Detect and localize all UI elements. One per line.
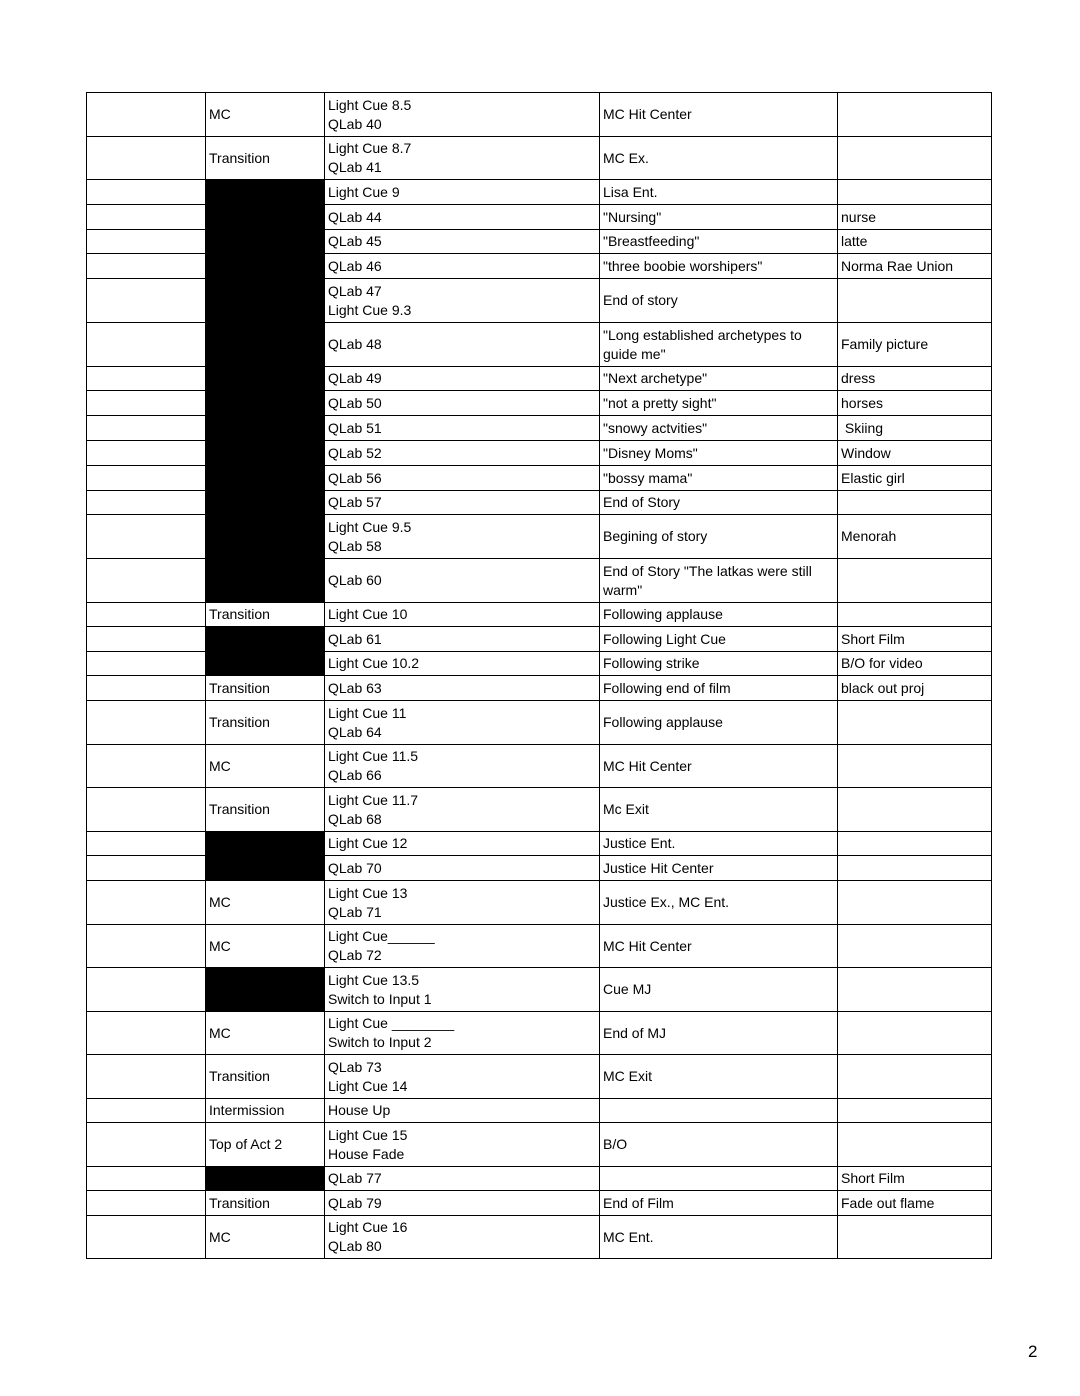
blank-cell [87, 603, 206, 627]
action-line: Following Light Cue [603, 630, 726, 647]
cue-line: Light Cue 9.3 [328, 301, 412, 318]
action-line: End of Film [603, 1194, 674, 1211]
cue-line: Light Cue 8.7 [328, 140, 412, 156]
note-cell: Menorah [838, 515, 992, 559]
blank-cell [87, 559, 206, 603]
cue-cell [325, 1191, 600, 1216]
redacted-cell [206, 466, 325, 491]
page-number: 2 [1028, 1342, 1038, 1361]
action-line: Cue MJ [603, 981, 652, 997]
note-cell [838, 491, 992, 515]
cue-line: QLab 44 [328, 208, 382, 225]
cue-line: QLab 48 [328, 336, 382, 352]
action-cell [600, 559, 838, 603]
action-cell [600, 391, 838, 416]
cue-cell [325, 881, 600, 925]
action-cell [600, 441, 838, 466]
redacted-cell [206, 491, 325, 515]
action-line: "three boobie worshipers" [603, 257, 763, 274]
role-cell: MC [206, 925, 325, 968]
blank-cell [87, 416, 206, 441]
action-line: MC Hit Center [603, 106, 692, 122]
action-cell [600, 180, 838, 205]
cue-cell [325, 93, 600, 137]
cue-line: QLab 58 [328, 537, 382, 554]
cue-line: Light Cue 14 [328, 1077, 408, 1094]
blank-cell [87, 788, 206, 832]
action-line: "Next archetype" [603, 370, 708, 386]
cue-line: QLab 41 [328, 159, 382, 175]
cue-line: QLab 51 [328, 419, 382, 436]
note-cell: Norma Rae Union [838, 254, 992, 279]
blank-cell [87, 137, 206, 180]
cue-line: QLab 50 [328, 394, 382, 411]
action-line: "not a pretty sight" [603, 394, 717, 411]
redacted-cell [206, 1167, 325, 1191]
action-cell [600, 745, 838, 788]
table-row [87, 788, 992, 832]
cue-cell [325, 856, 600, 881]
action-line: End of Story "The latkas were still [603, 562, 812, 579]
cue-cell [325, 788, 600, 832]
blank-cell [87, 323, 206, 367]
blank-cell [87, 1012, 206, 1055]
action-line: "Long established archetypes to [603, 326, 802, 343]
cue-cell [325, 180, 600, 205]
redacted-cell [206, 559, 325, 603]
note-cell [838, 603, 992, 627]
table-row [87, 254, 992, 279]
blank-cell [87, 491, 206, 515]
note-cell: B/O for video [838, 652, 992, 676]
note-cell [838, 559, 992, 603]
action-cell [600, 652, 838, 676]
table-row [87, 1216, 992, 1259]
table-row [87, 441, 992, 466]
action-cell [600, 416, 838, 441]
redacted-cell [206, 515, 325, 559]
cue-line: Light Cue 12 [328, 835, 408, 851]
action-line: warm" [603, 581, 643, 598]
blank-cell [87, 1055, 206, 1099]
table-row [87, 968, 992, 1012]
cue-line: QLab 47 [328, 282, 382, 299]
blank-cell [87, 254, 206, 279]
cue-cell [325, 968, 600, 1012]
action-line: Begining of story [603, 528, 708, 544]
note-cell [838, 93, 992, 137]
action-cell [600, 1099, 838, 1123]
cue-cell [325, 416, 600, 441]
role-cell: Transition [206, 603, 325, 627]
cue-line: QLab 46 [328, 257, 382, 274]
cue-line: QLab 57 [328, 494, 382, 510]
note-cell: dress [838, 367, 992, 391]
redacted-cell [206, 832, 325, 856]
role-cell: MC [206, 745, 325, 788]
redacted-cell [206, 180, 325, 205]
redacted-cell [206, 856, 325, 881]
action-line: "bossy mama" [603, 469, 693, 486]
action-cell [600, 1055, 838, 1099]
cue-line: QLab 73 [328, 1058, 382, 1075]
action-cell [600, 1191, 838, 1216]
role-cell: MC [206, 1012, 325, 1055]
cue-cell [325, 230, 600, 254]
cue-cell [325, 1012, 600, 1055]
cue-cell [325, 925, 600, 968]
action-line: MC Hit Center [603, 937, 692, 954]
note-cell [838, 881, 992, 925]
cue-cell [325, 1123, 600, 1167]
redacted-cell [206, 279, 325, 323]
note-cell [838, 1216, 992, 1259]
table-row [87, 1123, 992, 1167]
cue-cell [325, 491, 600, 515]
blank-cell [87, 968, 206, 1012]
cue-line: Light Cue 11.5 [328, 748, 419, 764]
cue-line: QLab 64 [328, 723, 382, 740]
blank-cell [87, 1167, 206, 1191]
redacted-cell [206, 323, 325, 367]
note-cell [838, 968, 992, 1012]
action-line: "Breastfeeding" [603, 233, 700, 249]
note-cell [838, 832, 992, 856]
redacted-cell [206, 391, 325, 416]
cue-line: QLab 80 [328, 1238, 382, 1254]
action-line: Justice Hit Center [603, 859, 714, 876]
note-cell [838, 180, 992, 205]
blank-cell [87, 441, 206, 466]
cue-line: QLab 40 [328, 115, 382, 132]
cue-line: House Fade [328, 1145, 405, 1162]
note-cell: Short Film [838, 1167, 992, 1191]
cue-cell [325, 323, 600, 367]
table-row [87, 1055, 992, 1099]
table-row [87, 205, 992, 230]
note-cell [838, 1055, 992, 1099]
role-cell: Transition [206, 1191, 325, 1216]
action-cell [600, 1123, 838, 1167]
action-cell [600, 925, 838, 968]
table-row [87, 881, 992, 925]
note-cell: Fade out flame [838, 1191, 992, 1216]
cue-line: QLab 79 [328, 1194, 382, 1211]
table-row [87, 416, 992, 441]
action-cell [600, 701, 838, 745]
action-cell [600, 230, 838, 254]
cue-line: Light Cue 8.5 [328, 96, 412, 113]
blank-cell [87, 925, 206, 968]
role-cell: Top of Act 2 [206, 1123, 325, 1167]
action-cell [600, 676, 838, 701]
action-cell [600, 832, 838, 856]
blank-cell [87, 205, 206, 230]
table-row [87, 137, 992, 180]
cue-cell [325, 701, 600, 745]
cue-cell [325, 676, 600, 701]
blank-cell [87, 515, 206, 559]
action-cell [600, 367, 838, 391]
redacted-cell [206, 367, 325, 391]
redacted-cell [206, 416, 325, 441]
cue-cell [325, 627, 600, 652]
blank-cell [87, 279, 206, 323]
table-row [87, 676, 992, 701]
blank-cell [87, 180, 206, 205]
blank-cell [87, 391, 206, 416]
table-row [87, 701, 992, 745]
note-cell: Short Film [838, 627, 992, 652]
action-cell [600, 93, 838, 137]
action-cell [600, 137, 838, 180]
cue-line: QLab 60 [328, 572, 382, 588]
action-cell [600, 323, 838, 367]
table-row [87, 93, 992, 137]
cue-line: Light Cue 10 [328, 606, 408, 622]
blank-cell [87, 745, 206, 788]
table-row [87, 230, 992, 254]
cue-cell [325, 254, 600, 279]
table-row [87, 745, 992, 788]
role-cell: Transition [206, 676, 325, 701]
cue-cell [325, 367, 600, 391]
cue-line: Light Cue 9 [328, 183, 400, 200]
cue-line: QLab 70 [328, 859, 382, 876]
action-cell [600, 515, 838, 559]
action-line: MC Ent. [603, 1228, 654, 1245]
cue-line: Light Cue 11.7 [328, 791, 419, 808]
action-cell [600, 788, 838, 832]
action-cell [600, 1216, 838, 1259]
note-cell [838, 701, 992, 745]
blank-cell [87, 230, 206, 254]
table-row [87, 391, 992, 416]
action-line: "Nursing" [603, 208, 662, 225]
blank-cell [87, 93, 206, 137]
action-cell [600, 856, 838, 881]
cue-cell [325, 832, 600, 856]
note-cell: Family picture [838, 323, 992, 367]
cue-cell [325, 205, 600, 230]
note-cell [838, 137, 992, 180]
action-line: "Disney Moms" [603, 444, 698, 461]
cue-line: Switch to Input 1 [328, 990, 432, 1007]
action-cell [600, 205, 838, 230]
role-cell: Intermission [206, 1099, 325, 1123]
table-row [87, 1099, 992, 1123]
note-cell [838, 1099, 992, 1123]
cue-cell [325, 441, 600, 466]
action-line: Lisa Ent. [603, 183, 658, 200]
cue-cell [325, 279, 600, 323]
cue-line: Light Cue 10.2 [328, 655, 420, 671]
action-line: Justice Ex., MC Ent. [603, 894, 730, 910]
blank-cell [87, 627, 206, 652]
redacted-cell [206, 968, 325, 1012]
note-cell: black out proj [838, 676, 992, 701]
note-cell: nurse [838, 205, 992, 230]
note-cell: horses [838, 391, 992, 416]
cue-line: Light Cue 15 [328, 1126, 408, 1143]
table-row [87, 323, 992, 367]
role-cell: MC [206, 93, 325, 137]
table-row [87, 367, 992, 391]
table-row [87, 515, 992, 559]
table-row [87, 627, 992, 652]
cue-line: Light Cue ________ [328, 1015, 455, 1031]
cue-line: QLab 56 [328, 469, 382, 486]
blank-cell [87, 652, 206, 676]
blank-cell [87, 701, 206, 745]
note-cell: Elastic girl [838, 466, 992, 491]
blank-cell [87, 881, 206, 925]
action-cell [600, 1167, 838, 1191]
note-cell [838, 788, 992, 832]
cue-cell [325, 603, 600, 627]
action-cell [600, 881, 838, 925]
action-line: guide me" [603, 345, 666, 362]
cue-cell [325, 466, 600, 491]
action-line: MC Exit [603, 1068, 652, 1084]
role-cell: Transition [206, 701, 325, 745]
table-row [87, 1167, 992, 1191]
cue-cell [325, 391, 600, 416]
action-line: MC Hit Center [603, 757, 692, 774]
cue-line: Light Cue 9.5 [328, 518, 412, 535]
action-line: "snowy actvities" [603, 419, 708, 436]
cue-sheet-table [86, 92, 992, 1259]
table-row [87, 559, 992, 603]
note-cell [838, 1123, 992, 1167]
action-line: End of MJ [603, 1024, 667, 1041]
note-cell: Skiing [838, 416, 992, 441]
role-cell: MC [206, 881, 325, 925]
table-row [87, 180, 992, 205]
cue-line: Light Cue 11 [328, 704, 407, 721]
cue-cell [325, 1167, 600, 1191]
cue-line: Light Cue 16 [328, 1219, 408, 1235]
table-row [87, 856, 992, 881]
table-row [87, 1012, 992, 1055]
blank-cell [87, 367, 206, 391]
action-cell [600, 968, 838, 1012]
action-line: Following end of film [603, 679, 731, 696]
table-row [87, 279, 992, 323]
note-cell: latte [838, 230, 992, 254]
cue-sheet-body [87, 93, 992, 1259]
role-cell: Transition [206, 137, 325, 180]
redacted-cell [206, 627, 325, 652]
blank-cell [87, 1099, 206, 1123]
cue-line: QLab 49 [328, 370, 382, 386]
redacted-cell [206, 205, 325, 230]
action-line: Mc Exit [603, 801, 649, 817]
table-row [87, 491, 992, 515]
cue-cell [325, 1099, 600, 1123]
cue-line: Light Cue 13 [328, 884, 408, 901]
cue-cell [325, 515, 600, 559]
cue-line: Light Cue 13.5 [328, 971, 420, 988]
redacted-cell [206, 441, 325, 466]
cue-line: QLab 61 [328, 630, 382, 647]
action-line: Following applause [603, 714, 723, 730]
action-line: Following strike [603, 655, 700, 671]
action-line: Justice Ent. [603, 835, 676, 851]
action-line: MC Ex. [603, 149, 649, 166]
cue-line: QLab 68 [328, 810, 382, 827]
note-cell: Window [838, 441, 992, 466]
note-cell [838, 925, 992, 968]
cue-line: QLab 66 [328, 767, 382, 783]
cue-line: QLab 71 [328, 903, 382, 920]
table-row [87, 603, 992, 627]
blank-cell [87, 832, 206, 856]
action-line: Following applause [603, 606, 723, 622]
action-cell [600, 627, 838, 652]
cue-line: QLab 45 [328, 233, 382, 249]
cue-line: QLab 72 [328, 947, 382, 963]
cue-line: QLab 63 [328, 679, 382, 696]
cue-cell [325, 137, 600, 180]
table-row [87, 925, 992, 968]
role-cell: Transition [206, 1055, 325, 1099]
note-cell [838, 745, 992, 788]
cue-cell [325, 745, 600, 788]
action-line: End of Story [603, 494, 681, 510]
action-cell [600, 466, 838, 491]
action-cell [600, 279, 838, 323]
action-cell [600, 254, 838, 279]
cue-cell [325, 1216, 600, 1259]
action-cell [600, 603, 838, 627]
redacted-cell [206, 652, 325, 676]
cue-line: Light Cue______ [328, 928, 435, 944]
action-cell [600, 1012, 838, 1055]
cue-line: QLab 52 [328, 444, 382, 461]
blank-cell [87, 1191, 206, 1216]
blank-cell [87, 856, 206, 881]
action-line: B/O [603, 1136, 628, 1152]
blank-cell [87, 466, 206, 491]
cue-cell [325, 559, 600, 603]
action-cell [600, 491, 838, 515]
note-cell [838, 279, 992, 323]
blank-cell [87, 676, 206, 701]
table-row [87, 1191, 992, 1216]
cue-line: Switch to Input 2 [328, 1034, 432, 1050]
note-cell [838, 856, 992, 881]
cue-cell [325, 652, 600, 676]
role-cell: Transition [206, 788, 325, 832]
role-cell: MC [206, 1216, 325, 1259]
blank-cell [87, 1123, 206, 1167]
note-cell [838, 1012, 992, 1055]
cue-cell [325, 1055, 600, 1099]
table-row [87, 466, 992, 491]
table-row [87, 652, 992, 676]
table-row [87, 832, 992, 856]
action-line: End of story [603, 292, 678, 308]
cue-line: House Up [328, 1102, 391, 1118]
redacted-cell [206, 230, 325, 254]
blank-cell [87, 1216, 206, 1259]
redacted-cell [206, 254, 325, 279]
cue-line: QLab 77 [328, 1170, 382, 1186]
